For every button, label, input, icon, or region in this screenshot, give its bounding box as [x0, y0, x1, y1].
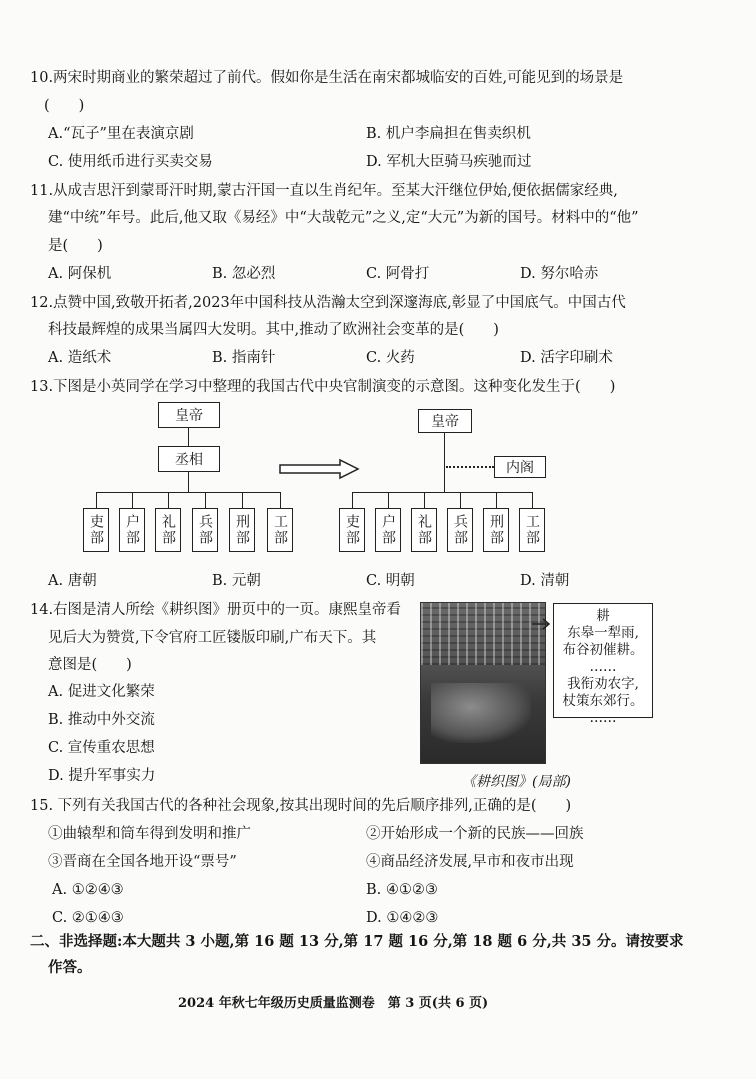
painting-field-scene	[431, 683, 531, 743]
q12-option-d: D. 活字印刷术	[520, 350, 613, 366]
left-ministry-justice: 刑部	[229, 508, 255, 552]
q10-option-c: C. 使用纸币进行买卖交易	[48, 154, 213, 170]
q14-stem-line1: 14.右图是清人所绘《耕织图》册页中的一页。康熙皇帝看	[30, 602, 402, 618]
left-branch-drop	[96, 492, 97, 508]
poem-line-1: 东皋一犁雨,	[567, 625, 639, 641]
poem-line-2: 布谷初催耕。	[562, 642, 644, 658]
q13-option-d: D. 清朝	[520, 573, 570, 589]
left-connector	[188, 472, 189, 492]
cabinet-box: 内阁	[494, 456, 546, 478]
left-ministry-hu: 户部	[119, 508, 145, 552]
left-branch-drop	[168, 492, 169, 508]
q15-option-a: A. ①②④③	[52, 882, 124, 898]
q14-stem-line2: 见后大为赞赏,下令官府工匠镂版印刷,广布天下。其	[48, 630, 377, 646]
left-ministry-li: 吏部	[83, 508, 109, 552]
q13-option-a: A. 唐朝	[48, 573, 97, 589]
q14-option-c: C. 宣传重农思想	[48, 740, 155, 756]
right-branch-drop	[388, 492, 389, 508]
cabinet-dotted-line	[446, 466, 494, 468]
right-branch-drop	[496, 492, 497, 508]
q15-stem: 15. 下列有关我国古代的各种社会现象,按其出现时间的先后顺序排列,正确的是( )	[30, 798, 572, 814]
right-branch-drop	[460, 492, 461, 508]
q12-option-a: A. 造纸术	[48, 350, 112, 366]
right-ministry-hu: 户部	[375, 508, 401, 552]
right-ministry-war: 兵部	[447, 508, 473, 552]
q10-option-a: A.“瓦子”里在表演京剧	[48, 126, 194, 142]
q11-stem-line2: 建“中统”年号。此后,他又取《易经》中“大哉乾元”之义,定“大元”为新的国号。材料中的“他”	[48, 210, 639, 226]
q13-option-c: C. 明朝	[366, 573, 415, 589]
painting-inscription-area	[421, 603, 545, 665]
q15-statement-4: ④商品经济发展,早市和夜市出现	[366, 854, 574, 870]
q12-option-b: B. 指南针	[212, 350, 276, 366]
q11-option-b: B. 忽必烈	[212, 266, 276, 282]
q12-stem-line1: 12.点赞中国,致敬开拓者,2023年中国科技从浩瀚太空到深邃海底,彰显了中国底气。中国古代	[30, 295, 626, 311]
page-footer: 2024 年秋七年级历史质量监测卷 第 3 页(共 6 页)	[178, 996, 489, 1011]
q15-statement-1: ①曲辕犁和筒车得到发明和推广	[48, 826, 251, 842]
q15-option-d: D. ①④②③	[366, 910, 439, 926]
poem-ellipsis-1: ……	[589, 659, 617, 675]
left-branch-drop	[242, 492, 243, 508]
gengzhi-painting-image	[420, 602, 546, 764]
chancellor-box: 丞相	[158, 446, 220, 472]
q11-stem-line1: 11.从成吉思汗到蒙哥汗时期,蒙古汗国一直以生肖纪年。至某大汗继位伊始,便依据儒家经典,	[30, 183, 618, 199]
q15-statement-2: ②开始形成一个新的民族——回族	[366, 826, 584, 842]
right-branch-drop	[424, 492, 425, 508]
q10-stem-line1: 10.两宋时期商业的繁荣超过了前代。假如你是生活在南宋都城临安的百姓,可能见到的场景是	[30, 70, 624, 86]
q11-option-a: A. 阿保机	[48, 266, 112, 282]
q15-option-c: C. ②①④③	[52, 910, 124, 926]
poem-ellipsis-2: ……	[589, 710, 617, 726]
left-ministry-war: 兵部	[192, 508, 218, 552]
painting-caption: 《耕织图》(局部)	[462, 774, 571, 790]
q11-option-d: D. 努尔哈赤	[520, 266, 599, 282]
q11-option-c: C. 阿骨打	[366, 266, 430, 282]
q13-option-b: B. 元朝	[212, 573, 261, 589]
right-connector	[444, 433, 445, 492]
q12-option-c: C. 火药	[366, 350, 415, 366]
transition-arrow-icon	[278, 458, 362, 480]
poem-title: 耕	[596, 608, 610, 624]
q14-stem-line3: 意图是( )	[48, 657, 132, 673]
left-connector	[188, 428, 189, 446]
q13-stem: 13.下图是小英同学在学习中整理的我国古代中央官制演变的示意图。这种变化发生于( )	[30, 379, 616, 395]
left-branch-drop	[132, 492, 133, 508]
q12-stem-line2: 科技最辉煌的成果当属四大发明。其中,推动了欧洲社会变革的是( )	[48, 322, 499, 338]
left-emperor-box: 皇帝	[158, 402, 220, 428]
right-branch-line	[352, 492, 532, 493]
section2-heading-line1: 二、非选择题:本大题共 3 小题,第 16 题 13 分,第 17 题 16 分,第 18 题 6 分,共 35 分。请按要求	[30, 933, 684, 950]
left-branch-drop	[205, 492, 206, 508]
right-ministry-li: 吏部	[339, 508, 365, 552]
poem-box	[553, 603, 653, 726]
right-branch-drop	[532, 492, 533, 508]
left-ministry-rites: 礼部	[155, 508, 181, 552]
right-branch-drop	[352, 492, 353, 508]
right-ministry-works: 工部	[519, 508, 545, 552]
right-emperor-box: 皇帝	[418, 409, 472, 433]
q11-stem-line3: 是( )	[48, 238, 103, 254]
poem-line-3: 我衔劝农字,	[567, 676, 639, 692]
left-branch-drop	[280, 492, 281, 508]
q15-option-b: B. ④①②③	[366, 882, 438, 898]
q15-statement-3: ③晋商在全国各地开设“票号”	[48, 854, 237, 870]
q14-option-d: D. 提升军事实力	[48, 768, 156, 784]
right-ministry-rites: 礼部	[411, 508, 437, 552]
q10-stem-line2: ( )	[44, 98, 85, 114]
section2-heading-line2: 作答。	[48, 959, 92, 976]
q14-option-a: A. 促进文化繁荣	[48, 684, 155, 700]
q10-option-d: D. 军机大臣骑马疾驰而过	[366, 154, 532, 170]
left-branch-line	[96, 492, 280, 493]
right-ministry-justice: 刑部	[483, 508, 509, 552]
q10-option-b: B. 机户李扁担在售卖织机	[366, 126, 531, 142]
left-ministry-works: 工部	[267, 508, 293, 552]
poem-line-4: 杖策东郊行。	[562, 693, 644, 709]
q14-option-b: B. 推动中外交流	[48, 712, 155, 728]
